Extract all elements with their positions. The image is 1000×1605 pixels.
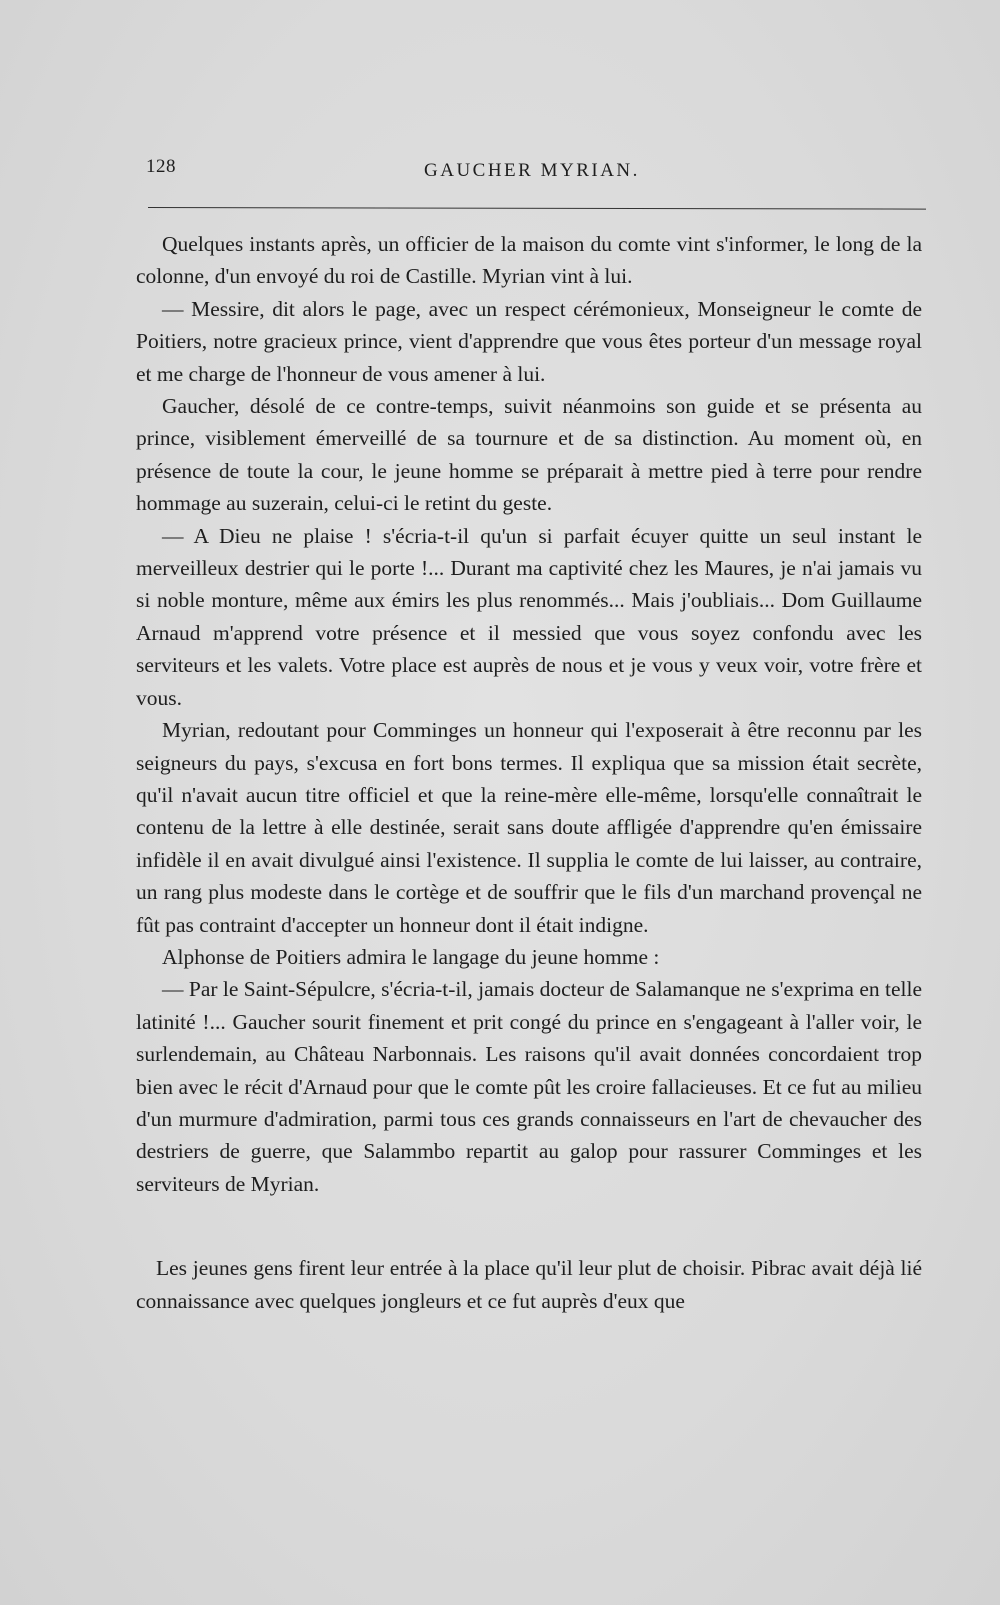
paragraph: Myrian, redoutant pour Comminges un honneur qui l'exposerait à être reconnu par les seigneurs du pays, s'excusa en fort bons termes. Il expliqua que sa mission était secrète, qu'il n'avait aucun titre officiel et que la reine-mère elle-même, lorsqu'elle connaîtrait le contenu de la lettre à elle destinée, serait sans doute affligée d'apprendre qu'en émissaire infidèle il en avait divulgué ainsi l'existence. Il supplia le comte de lui laisser, au contraire, un rang plus modeste dans le cortège et de souffrir que le fils d'un marchand provençal ne fût pas contraint d'accepter un honneur dont il était indigne.	[136, 718, 922, 937]
paragraph: — Messire, dit alors le page, avec un respect cérémonieux, Monseigneur le comte de Poitiers, notre gracieux prince, vient d'apprendre que vous êtes porteur d'un message royal et me charge de l'honneur de vous amener à lui.	[136, 296, 922, 386]
page-header	[146, 152, 922, 188]
paragraph: — A Dieu ne plaise ! s'écria-t-il qu'un si parfait écuyer quitte un seul instant le merveilleux destrier qui le porte !... Durant ma captivité chez les Maures, je n'ai jamais vu si noble monture, même aux émirs les plus renommés... Mais j'oubliais... Dom Guillaume Arnaud m'apprend votre présence et il messied que vous soyez confondu avec les serviteurs et les valets. Votre place est auprès de nous et je vous y veux voir, votre frère et vous.	[136, 523, 922, 710]
paragraph: Quelques instants après, un officier de la maison du comte vint s'informer, le long de la colonne, d'un envoyé du roi de Castille. Myrian vint à lui.	[136, 232, 922, 289]
header-rule	[148, 207, 926, 210]
running-title: GAUCHER MYRIAN.	[424, 160, 640, 181]
paragraph: Alphonse de Poitiers admira le langage du jeune homme :	[162, 944, 660, 969]
section-break	[136, 1200, 922, 1252]
paragraph: Les jeunes gens firent leur entrée à la place qu'il leur plut de choisir. Pibrac avait déjà lié connaissance avec quelques jongleurs et ce fut auprès d'eux que	[136, 1256, 922, 1313]
body-text	[136, 228, 922, 1317]
paragraph: Gaucher, désolé de ce contre-temps, suivit néanmoins son guide et se présenta au prince, visiblement émerveillé de sa tournure et de sa distinction. Au moment où, en présence de toute la cour, le jeune homme se préparait à mettre pied à terre pour rendre hommage au suzerain, celui-ci le retint du geste.	[136, 394, 922, 516]
page-number: 128	[146, 156, 176, 177]
paragraph: — Par le Saint-Sépulcre, s'écria-t-il, jamais docteur de Salamanque ne s'exprima en telle latinité !... Gaucher sourit finement et prit congé du prince en s'engageant à l'aller voir, le surlendemain, au Château Narbonnais. Les raisons qu'il avait données concordaient trop bien avec le récit d'Arnaud pour que le comte pût les croire fallacieuses. Et ce fut au milieu d'un murmure d'admiration, parmi tous ces grands connaisseurs en l'art de chevaucher des destriers de guerre, que Salammbo repartit au galop pour rassurer Comminges et les serviteurs de Myrian.	[136, 977, 922, 1196]
